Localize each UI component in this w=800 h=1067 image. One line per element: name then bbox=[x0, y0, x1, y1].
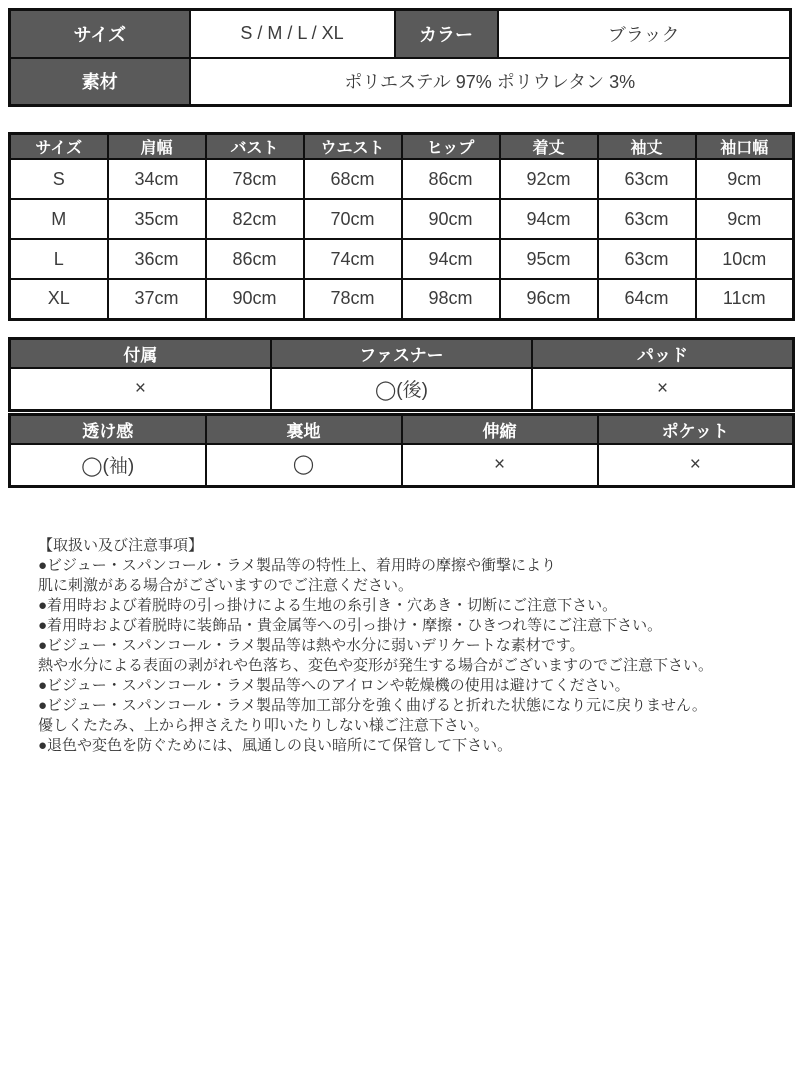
care-note-line: ●ビジュー・スパンコール・ラメ製品等加工部分を強く曲げると折れた状態になり元に戻りません。 bbox=[38, 696, 707, 714]
value-fastener: ◯(後) bbox=[271, 368, 532, 410]
material-value-cell: ポリエステル 97% ポリウレタン 3% bbox=[190, 58, 791, 106]
cell-sleeve: 63cm bbox=[598, 159, 696, 199]
cell-waist: 70cm bbox=[304, 199, 402, 239]
header-pocket: ポケット bbox=[598, 414, 794, 444]
material-label-cell: 素材 bbox=[10, 58, 190, 106]
table-row-size-m bbox=[10, 199, 794, 239]
cell-shoulder: 34cm bbox=[108, 159, 206, 199]
cell-bust: 78cm bbox=[206, 159, 304, 199]
cell-waist: 68cm bbox=[304, 159, 402, 199]
value-lining: ◯ bbox=[206, 444, 402, 486]
cell-size: M bbox=[10, 199, 108, 239]
cell-sleeve: 63cm bbox=[598, 239, 696, 279]
cell-hip: 98cm bbox=[402, 279, 500, 319]
cell-shoulder: 36cm bbox=[108, 239, 206, 279]
header-waist: ウエスト bbox=[304, 134, 402, 160]
cell-sleeve: 63cm bbox=[598, 199, 696, 239]
header-length: 着丈 bbox=[500, 134, 598, 160]
header-fastener: ファスナー bbox=[271, 338, 532, 368]
cell-bust: 86cm bbox=[206, 239, 304, 279]
value-accessories: × bbox=[10, 368, 271, 410]
cell-cuff: 9cm bbox=[696, 159, 794, 199]
cell-cuff: 11cm bbox=[696, 279, 794, 319]
features-a-value-row bbox=[10, 368, 794, 410]
size-label-cell: サイズ bbox=[10, 10, 190, 58]
features-table-a bbox=[8, 337, 795, 412]
size-chart-header-row bbox=[10, 134, 794, 160]
cell-waist: 74cm bbox=[304, 239, 402, 279]
spec-table bbox=[8, 8, 792, 107]
cell-cuff: 10cm bbox=[696, 239, 794, 279]
care-note-line: ●ビジュー・スパンコール・ラメ製品等へのアイロンや乾燥機の使用は避けてください。 bbox=[38, 676, 630, 694]
header-bust: バスト bbox=[206, 134, 304, 160]
header-size: サイズ bbox=[10, 134, 108, 160]
cell-shoulder: 37cm bbox=[108, 279, 206, 319]
header-pad: パッド bbox=[532, 338, 793, 368]
care-note-line: ●ビジュー・スパンコール・ラメ製品等は熱や水分に弱いデリケートな素材です。 bbox=[38, 636, 585, 654]
care-note-line: ●着用時および着脱時の引っ掛けによる生地の糸引き・穴あき・切断にご注意下さい。 bbox=[38, 596, 618, 614]
color-label-cell: カラー bbox=[395, 10, 498, 58]
care-notes-title: 【取扱い及び注意事項】 bbox=[38, 536, 204, 554]
value-pad: × bbox=[532, 368, 793, 410]
cell-hip: 94cm bbox=[402, 239, 500, 279]
care-note-line: 熱や水分による表面の剥がれや色落ち、変色や変形が発生する場合がございますのでご注意下さい。 bbox=[38, 656, 714, 674]
care-notes bbox=[38, 536, 792, 756]
header-accessories: 付属 bbox=[10, 338, 271, 368]
care-note-line: 肌に刺激がある場合がございますのでご注意ください。 bbox=[38, 576, 414, 594]
cell-length: 94cm bbox=[500, 199, 598, 239]
table-row-size-xl bbox=[10, 279, 794, 319]
color-value-cell: ブラック bbox=[498, 10, 791, 58]
care-note-line: 優しくたたみ、上から押さえたり叩いたりしない様ご注意下さい。 bbox=[38, 716, 489, 734]
size-chart-table bbox=[8, 132, 795, 321]
cell-length: 95cm bbox=[500, 239, 598, 279]
cell-hip: 86cm bbox=[402, 159, 500, 199]
care-note-line: ●ビジュー・スパンコール・ラメ製品等の特性上、着用時の摩擦や衝撃により bbox=[38, 556, 557, 574]
header-lining: 裏地 bbox=[206, 414, 402, 444]
care-note-line: ●退色や変色を防ぐためには、風通しの良い暗所にて保管して下さい。 bbox=[38, 736, 513, 754]
size-value-cell: S / M / L / XL bbox=[190, 10, 395, 58]
table-row-size-s bbox=[10, 159, 794, 199]
value-sheerness: ◯(袖) bbox=[10, 444, 206, 486]
cell-size: S bbox=[10, 159, 108, 199]
features-b-header-row bbox=[10, 414, 794, 444]
header-sleeve-length: 袖丈 bbox=[598, 134, 696, 160]
header-cuff-width: 袖口幅 bbox=[696, 134, 794, 160]
cell-bust: 82cm bbox=[206, 199, 304, 239]
value-stretch: × bbox=[402, 444, 598, 486]
value-pocket: × bbox=[598, 444, 794, 486]
care-note-line: ●着用時および着脱時に装飾品・貴金属等への引っ掛け・摩擦・ひきつれ等にご注意下さい。 bbox=[38, 616, 663, 634]
cell-shoulder: 35cm bbox=[108, 199, 206, 239]
cell-waist: 78cm bbox=[304, 279, 402, 319]
cell-size: L bbox=[10, 239, 108, 279]
cell-length: 96cm bbox=[500, 279, 598, 319]
header-shoulder-width: 肩幅 bbox=[108, 134, 206, 160]
cell-sleeve: 64cm bbox=[598, 279, 696, 319]
cell-cuff: 9cm bbox=[696, 199, 794, 239]
header-hip: ヒップ bbox=[402, 134, 500, 160]
cell-length: 92cm bbox=[500, 159, 598, 199]
table-row bbox=[10, 10, 791, 58]
table-row-size-l bbox=[10, 239, 794, 279]
features-b-value-row bbox=[10, 444, 794, 486]
cell-hip: 90cm bbox=[402, 199, 500, 239]
table-row bbox=[10, 58, 791, 106]
features-a-header-row bbox=[10, 338, 794, 368]
features-table-b bbox=[8, 413, 795, 488]
cell-size: XL bbox=[10, 279, 108, 319]
header-sheerness: 透け感 bbox=[10, 414, 206, 444]
cell-bust: 90cm bbox=[206, 279, 304, 319]
header-stretch: 伸縮 bbox=[402, 414, 598, 444]
